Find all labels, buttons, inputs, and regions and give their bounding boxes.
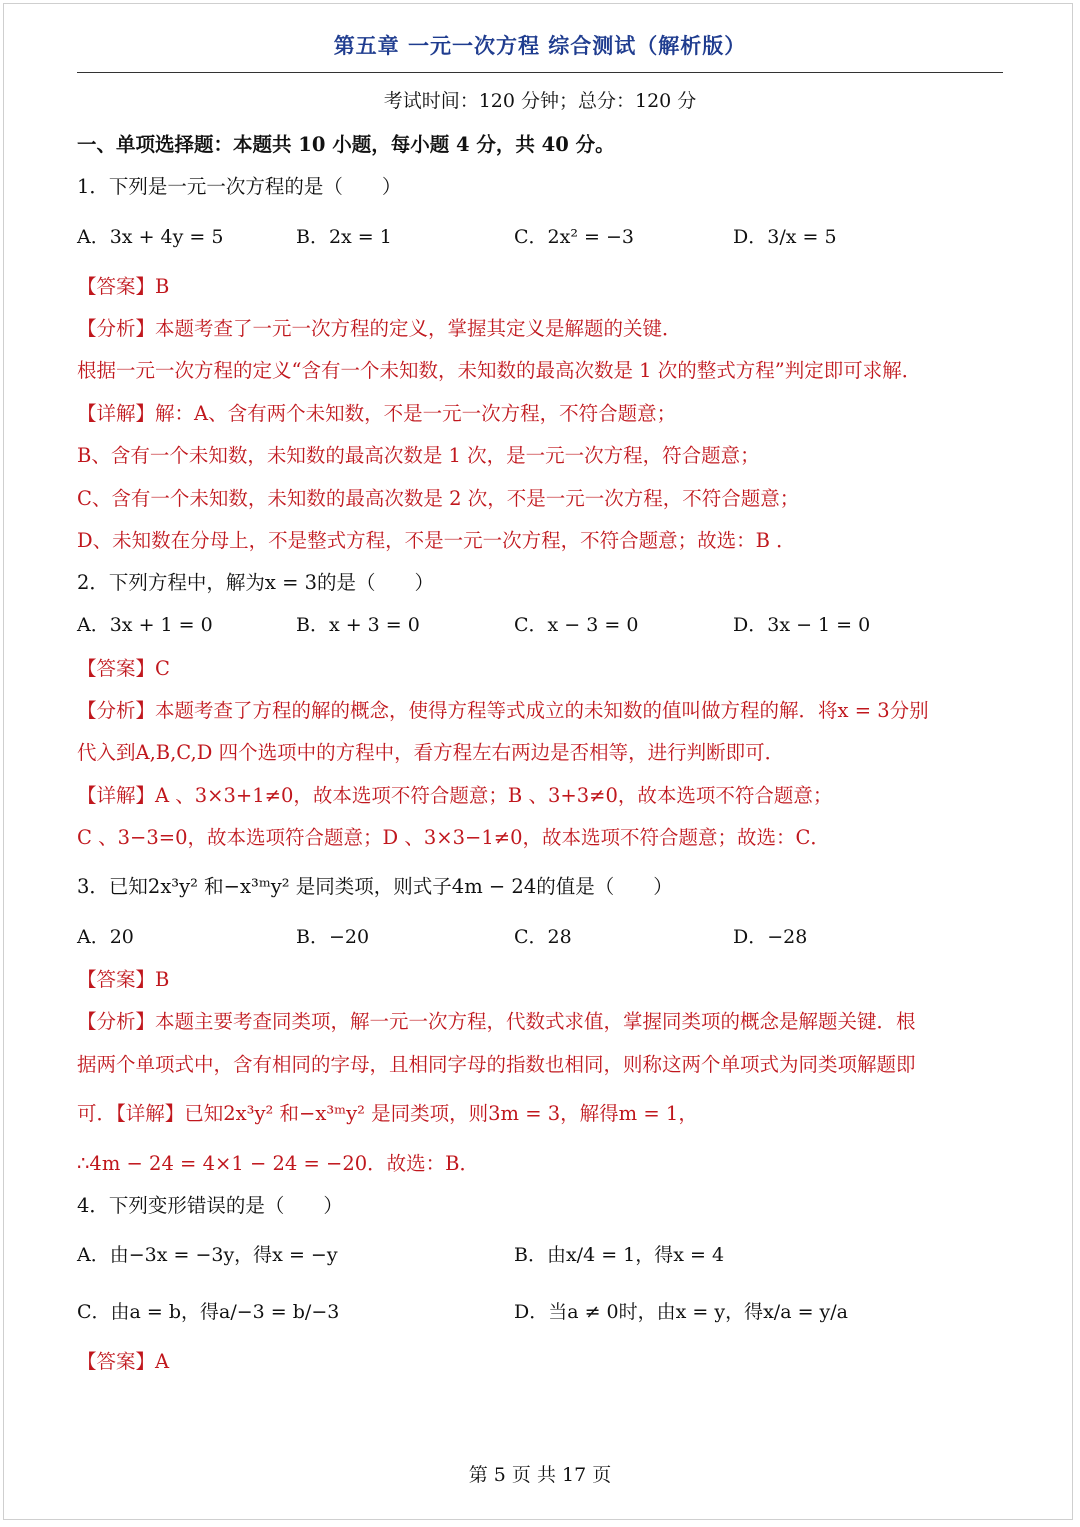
q3-option-b: B．−20 [296,926,370,948]
q4-option-d: D．当a ≠ 0时，由x = y，得x/a = y/a [514,1301,849,1323]
q2-answer: 【答案】C [77,657,170,680]
page-title: 第五章 一元一次方程 综合测试（解析版） [333,33,747,58]
section-title: 一、单项选择题：本题共 10 小题，每小题 4 分，共 40 分。 [77,133,615,156]
header-divider [77,72,1003,73]
q3-stem: 3．已知2x³y² 和−x³ᵐy² 是同类项，则式子4m − 24的值是（ ） [77,875,673,898]
q3-detail-1: 可．【详解】已知2x³y² 和−x³ᵐy² 是同类项，则3m = 3，解得m = 1， [77,1102,698,1125]
q1-answer: 【答案】B [77,275,170,298]
q3-analysis: 【分析】本题主要考查同类项，解一元一次方程，代数式求值，掌握同类项的概念是解题关键．根 [77,1010,916,1033]
q2-option-d: D．3x − 1 = 0 [733,614,871,636]
q1-stem: 1．下列是一元一次方程的是（ ） [77,175,402,198]
q1-analysis: 【分析】本题考查了一元一次方程的定义，掌握其定义是解题的关键． [77,317,682,340]
q3-analysis-cont: 据两个单项式中，含有相同的字母，且相同字母的指数也相同，则称这两个单项式为同类项解题即 [77,1053,916,1076]
q2-detail-1: 【详解】A 、3×3+1≠0，故本选项不符合题意；B 、3+3≠0，故本选项不符合题意； [77,784,833,807]
q1-detail-c: C、含有一个未知数，未知数的最高次数是 2 次，不是一元一次方程，不符合题意； [77,487,800,510]
q3-answer: 【答案】B [77,968,170,991]
q2-option-b: B．x + 3 = 0 [296,614,420,636]
q2-analysis-cont: 代入到A,B,C,D 四个选项中的方程中，看方程左右两边是否相等，进行判断即可． [77,741,785,764]
q2-option-a: A．3x + 1 = 0 [77,614,213,636]
q4-option-c: C．由a = b，得a/−3 = b/−3 [77,1301,340,1323]
q3-option-a: A．20 [77,926,134,948]
q2-stem: 2．下列方程中，解为x = 3的是（ ） [77,571,435,594]
exam-info: 考试时间：120 分钟；总分：120 分 [383,90,697,112]
q2-analysis: 【分析】本题考查了方程的解的概念，使得方程等式成立的未知数的值叫做方程的解．将x = 3分别 [77,699,929,722]
q4-stem: 4．下列变形错误的是（ ） [77,1194,343,1217]
q1-analysis-cont: 根据一元一次方程的定义“含有一个未知数，未知数的最高次数是 1 次的整式方程”判定即可求解． [77,359,922,382]
q1-detail-a: 【详解】解：A、含有两个未知数，不是一元一次方程，不符合题意； [77,402,677,425]
q2-option-c: C．x − 3 = 0 [514,614,639,636]
q1-detail-b: B、含有一个未知数，未知数的最高次数是 1 次，是一元一次方程，符合题意； [77,444,760,467]
page-number: 第 5 页 共 17 页 [468,1464,612,1486]
q4-answer: 【答案】A [77,1350,170,1373]
q4-option-a: A．由−3x = −3y，得x = −y [77,1244,338,1266]
q1-option-c: C．2x² = −3 [514,226,634,248]
q3-option-c: C．28 [514,926,572,948]
q1-option-d: D．3/x = 5 [733,226,837,248]
q1-option-a: A．3x + 4y = 5 [77,226,224,248]
q1-option-b: B．2x = 1 [296,226,392,248]
q2-detail-2: C 、3−3=0，故本选项符合题意；D 、3×3−1≠0，故本选项不符合题意；故选：C． [77,826,830,849]
q1-detail-d: D、未知数在分母上，不是整式方程，不是一元一次方程，不符合题意；故选：B ． [77,529,796,552]
q3-detail-2: ∴4m − 24 = 4×1 − 24 = −20．故选：B． [77,1152,480,1175]
q3-option-d: D．−28 [733,926,808,948]
q4-option-b: B．由x/4 = 1，得x = 4 [514,1244,725,1266]
